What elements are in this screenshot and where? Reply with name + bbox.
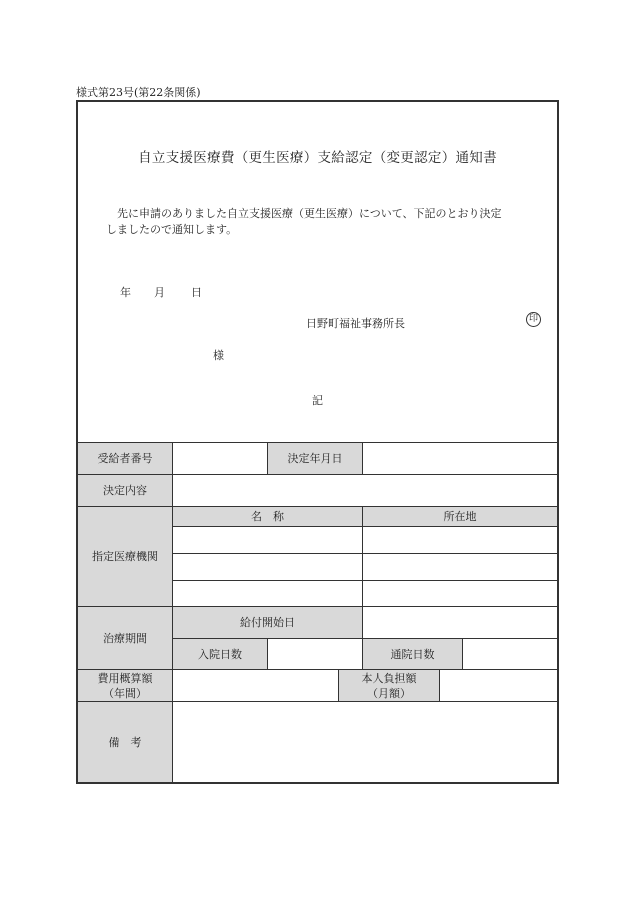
- body-text-line1: 先に申請のありました自立支援医療（更生医療）について、下記のとおり決定: [117, 207, 502, 220]
- addressee-suffix: 様: [213, 349, 224, 362]
- institution-location-field[interactable]: [362, 580, 558, 607]
- office-name: 日野町福祉事務所長: [306, 317, 405, 330]
- outpatient-days-field[interactable]: [462, 638, 558, 670]
- institution-name-header: 名 称: [172, 506, 363, 527]
- decision-content-label: 決定内容: [77, 474, 173, 507]
- decision-date-field[interactable]: [362, 442, 558, 475]
- inpatient-days-label: 入院日数: [172, 638, 268, 670]
- outpatient-days-label: 通院日数: [362, 638, 463, 670]
- institution-name-field[interactable]: [172, 580, 363, 607]
- self-pay-label: 本人負担額 （月額）: [338, 669, 440, 702]
- treatment-period-label: 治療期間: [77, 606, 173, 670]
- decision-date-label: 決定年月日: [267, 442, 363, 475]
- ki-heading: 記: [312, 394, 323, 407]
- benefit-start-field[interactable]: [362, 606, 558, 639]
- inpatient-days-field[interactable]: [267, 638, 363, 670]
- institution-name-field[interactable]: [172, 526, 363, 554]
- form-id: 様式第23号(第22条関係): [76, 86, 201, 99]
- benefit-start-label: 給付開始日: [172, 606, 363, 639]
- institution-label: 指定医療機関: [77, 506, 173, 607]
- institution-name-field[interactable]: [172, 553, 363, 581]
- remarks-field[interactable]: [172, 701, 558, 783]
- notice-frame: [76, 100, 559, 784]
- remarks-label: 備 考: [77, 701, 173, 783]
- seal-mark: 印: [526, 312, 541, 327]
- date-month: 月: [154, 286, 165, 299]
- date-day: 日: [191, 286, 202, 299]
- document-title: 自立支援医療費（更生医療）支給認定（変更認定）通知書: [138, 150, 497, 166]
- cost-estimate-label: 費用概算額 （年間）: [77, 669, 173, 702]
- decision-content-field[interactable]: [172, 474, 558, 507]
- institution-location-header: 所在地: [362, 506, 558, 527]
- date-year: 年: [120, 286, 131, 299]
- recipient-number-field[interactable]: [172, 442, 268, 475]
- self-pay-field[interactable]: [439, 669, 558, 702]
- institution-location-field[interactable]: [362, 526, 558, 554]
- cost-estimate-field[interactable]: [172, 669, 339, 702]
- body-text-line2: しましたので通知します。: [106, 223, 238, 236]
- institution-location-field[interactable]: [362, 553, 558, 581]
- recipient-number-label: 受給者番号: [77, 442, 173, 475]
